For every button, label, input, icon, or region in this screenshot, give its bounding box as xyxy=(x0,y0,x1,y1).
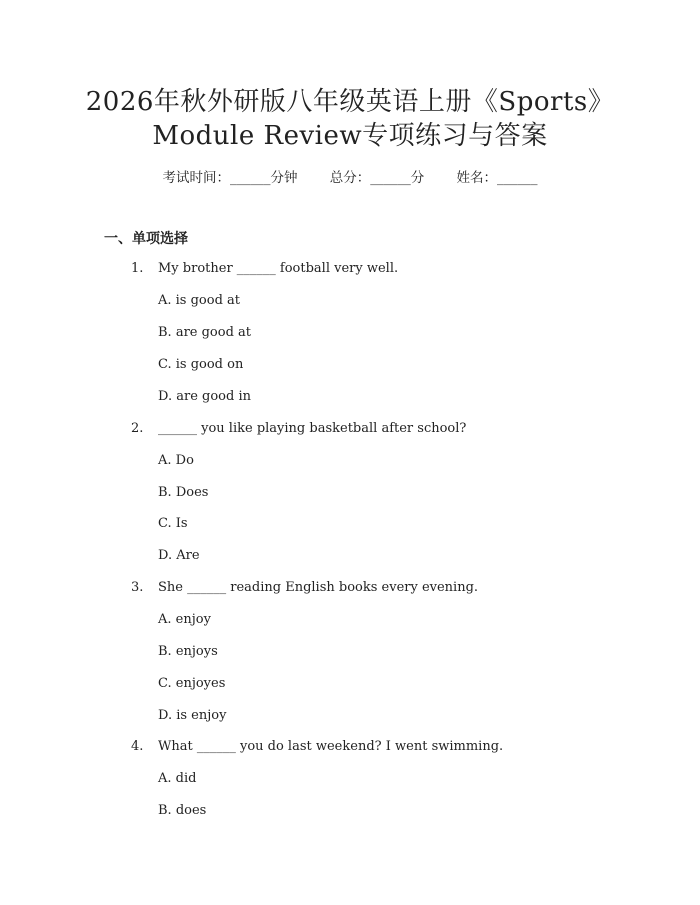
question-text: What ______ you do last weekend? I went swimming. xyxy=(158,739,504,754)
document-title-line-2: Module Review专项练习与答案 xyxy=(152,121,548,151)
question-number: 1. xyxy=(131,261,144,276)
section-heading: 一、单项选择 xyxy=(104,231,188,247)
option-b: B. enjoys xyxy=(158,644,218,659)
document-title-line-1: 2026年秋外研版八年级英语上册《Sports》 xyxy=(85,87,615,117)
option-d: D. are good in xyxy=(158,389,251,404)
question-text: She ______ reading English books every evening. xyxy=(158,580,479,595)
question-text: My brother ______ football very well. xyxy=(158,261,399,276)
option-b: B. does xyxy=(158,803,207,818)
option-c: C. Is xyxy=(158,516,188,531)
option-a: A. did xyxy=(158,771,197,786)
question-number: 4. xyxy=(131,739,144,754)
question-number: 3. xyxy=(131,580,144,595)
option-b: B. Does xyxy=(158,485,209,500)
option-c: C. is good on xyxy=(158,357,244,372)
option-d: D. is enjoy xyxy=(158,708,227,723)
exam-info-bar xyxy=(0,168,700,188)
total-score-field: 总分：______分 xyxy=(329,170,425,186)
question-number: 2. xyxy=(131,421,144,436)
student-name-field: 姓名：______ xyxy=(456,170,538,186)
option-d: D. Are xyxy=(158,548,200,563)
option-a: A. enjoy xyxy=(158,612,211,627)
option-c: C. enjoyes xyxy=(158,676,226,691)
exam-time-field: 考试时间：______分钟 xyxy=(162,170,298,186)
option-b: B. are good at xyxy=(158,325,252,340)
question-text: ______ you like playing basketball after school? xyxy=(158,421,467,436)
option-a: A. Do xyxy=(158,453,194,468)
option-a: A. is good at xyxy=(158,293,241,308)
